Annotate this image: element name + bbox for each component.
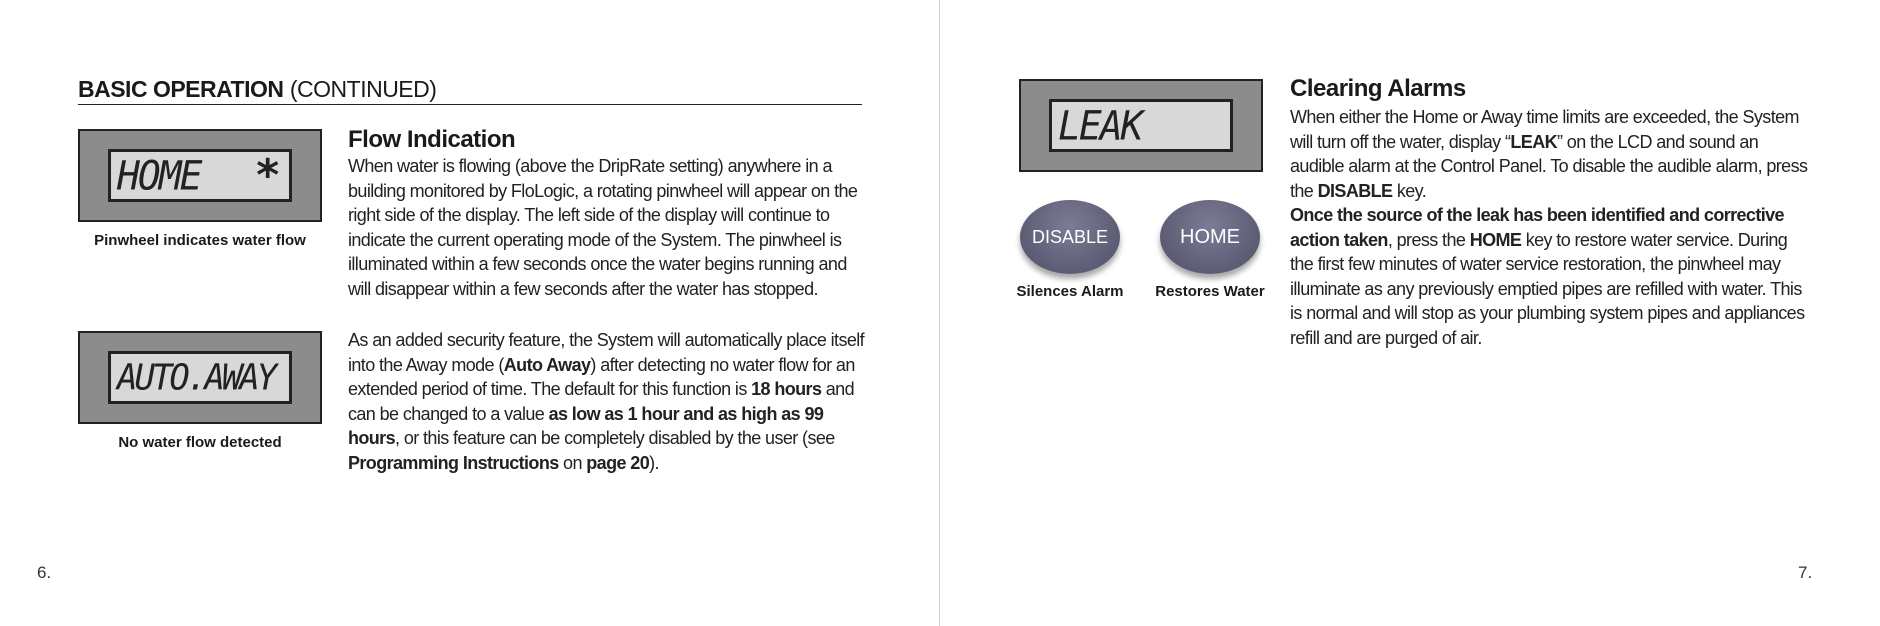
bold-run: page 20 — [586, 452, 650, 473]
text-run: key to restore water service. During the first few minutes of water service restoration, the pinwheel may illuminate as any previously emptied pipes are refilled with water. This is normal and will stop as your plumbing system pipes and appliances refill and are purged of air. — [1290, 229, 1805, 348]
lcd-text: LEAK — [1058, 102, 1142, 149]
lcd-text: AUTO.AWAY — [117, 356, 275, 399]
text-run: on — [558, 452, 587, 473]
lcd-display-leak — [1019, 79, 1263, 172]
text-run: As an added security feature, the System will automatically place itself into the Away mode ( — [348, 330, 865, 375]
lcd-screen — [108, 149, 292, 202]
caption-no-flow: No water flow detected — [118, 434, 282, 451]
text-run: ” on the LCD and sound an audible alarm at the Control Panel. To disable the audible alarm, press the — [1290, 131, 1808, 201]
home-key[interactable]: HOME — [1160, 200, 1260, 274]
text-run: , press the — [1387, 229, 1470, 250]
bold-run: Auto Away — [503, 354, 591, 375]
text-run: ) after detecting no water flow for an extended period of time. The default for this function is — [348, 354, 855, 400]
text-run: , or this feature can be completely disabled by the user (see — [395, 428, 835, 449]
bold-run: Programming Instructions — [348, 452, 559, 473]
caption-pinwheel: Pinwheel indicates water flow — [94, 232, 306, 249]
page-number: 6. — [37, 563, 52, 582]
auto-away-paragraph — [348, 328, 868, 476]
lcd-screen — [108, 351, 292, 404]
text-run: and can be changed to a value — [348, 379, 854, 424]
bold-run: Once the source of the leak has been identified and corrective action taken — [1290, 205, 1784, 250]
caption-restores-water: Restores Water — [1155, 283, 1265, 300]
flow-paragraph: When water is flowing (above the DripRate setting) anywhere in a building monitored by FloLogic, a rotating pinwheel will appear on the right side of the display. The left side of the display will continue to indicate the current operating mode of the System. The pinwheel is illuminated within a few seconds once the water begins running and will disappear within a few seconds after the water has stopped. — [348, 156, 858, 299]
bold-run: DISABLE — [1317, 180, 1393, 201]
flow-heading: Flow Indication — [348, 126, 516, 153]
lcd-text: HOME — [117, 152, 201, 199]
page-number: 7. — [1798, 563, 1813, 582]
section-title — [78, 76, 862, 105]
bold-run: 18 hours — [751, 379, 822, 400]
restore-paragraph — [1290, 203, 1810, 351]
disable-key[interactable]: DISABLE — [1020, 200, 1120, 274]
bold-run: HOME — [1469, 229, 1522, 250]
text-run: ). — [649, 452, 659, 473]
clearing-heading: Clearing Alarms — [1290, 75, 1466, 102]
clearing-paragraph — [1290, 105, 1810, 203]
text-run: key. — [1392, 180, 1427, 201]
caption-silences-alarm: Silences Alarm — [1016, 283, 1124, 300]
right-page — [940, 0, 1880, 626]
bold-run: as low as 1 hour and as high as 99 hours — [348, 403, 824, 449]
text-run: When either the Home or Away time limits are exceeded, the System will turn off the water, display “ — [1290, 107, 1799, 152]
lcd-display-home — [78, 129, 322, 222]
lcd-screen — [1049, 99, 1233, 152]
pinwheel-icon: * — [254, 149, 279, 201]
bold-run: LEAK — [1510, 131, 1557, 152]
section-title-suffix: (CONTINUED) — [289, 76, 437, 102]
lcd-display-away — [78, 331, 322, 424]
section-title-main: BASIC OPERATION — [78, 76, 284, 102]
